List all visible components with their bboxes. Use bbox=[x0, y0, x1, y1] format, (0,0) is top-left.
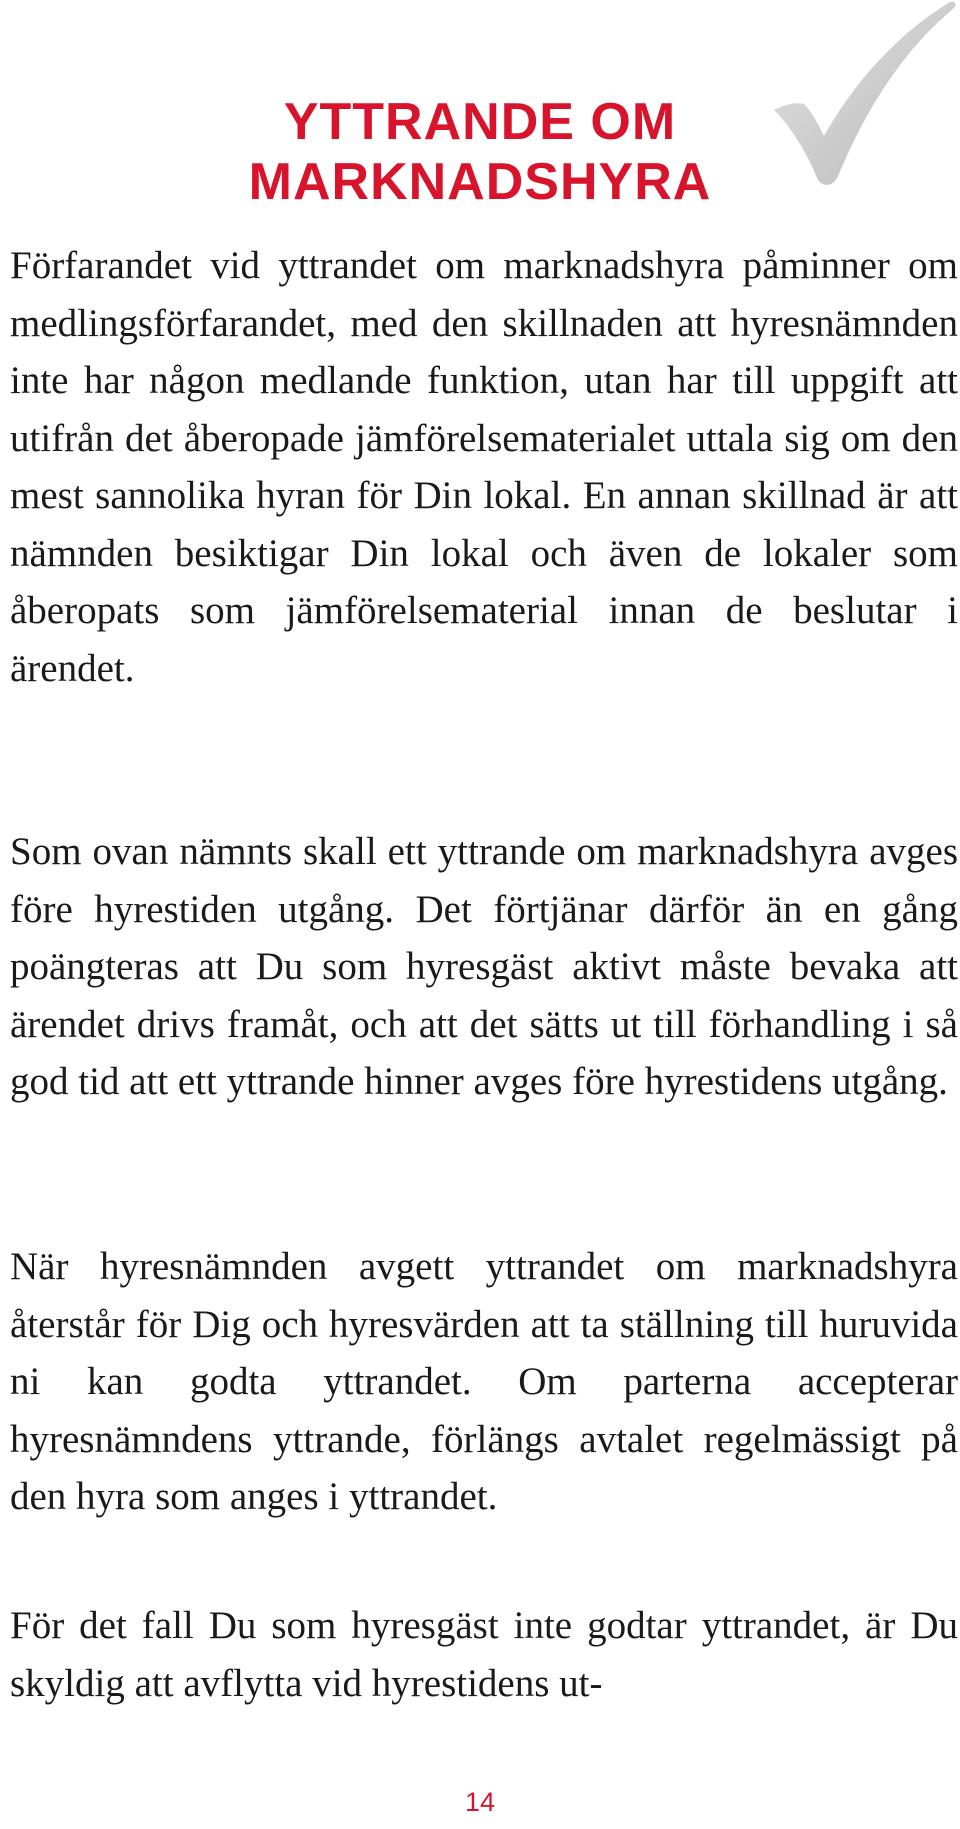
paragraph-2 bbox=[10, 823, 958, 1111]
title-line-2: MARKNADSHYRA bbox=[248, 153, 712, 211]
paragraph-1 bbox=[10, 237, 958, 697]
paragraph-text: Förfarandet vid yttrandet om marknadshyra påminner om medlingsförfarandet, med den skillnaden att hyresnämnden inte har någon medlande funktion, utan har till uppgift att utifrån det åberopade jämförelsematerialet uttala sig om den mest sannolika hyran för Din lokal. En annan skillnad är att nämnden besiktigar Din lokal och även de lokaler som åberopats som jämförelsematerial innan de beslutar i ärendet. bbox=[10, 244, 958, 690]
title-line-1: YTTRANDE OM bbox=[283, 93, 677, 151]
paragraph-text: Som ovan nämnts skall ett yttrande om marknadshyra avges före hyrestiden utgång. Det förtjänar därför än en gång poängteras att Du som hyresgäst aktivt måste bevaka att ärendet drivs framåt, och att det sätts ut till förhandling i så god tid att ett yttrande hinner avges före hyrestidens utgång. bbox=[10, 830, 958, 1103]
paragraph-4 bbox=[10, 1597, 958, 1712]
paragraph-3 bbox=[10, 1238, 958, 1526]
paragraph-text: När hyresnämnden avgett yttrandet om marknadshyra återstår för Dig och hyresvärden att ta ställning till huruvida ni kan godta yttrandet. Om parterna accepterar hyresnämndens yttrande, förlängs avtalet regelmässigt på den hyra som anges i yttrandet. bbox=[10, 1245, 958, 1518]
paragraph-text: För det fall Du som hyresgäst inte godtar yttrandet, är Du skyldig att avflytta vid hyrestidens ut- bbox=[10, 1604, 958, 1705]
page-title bbox=[0, 92, 960, 212]
page-number: 14 bbox=[464, 1787, 496, 1817]
